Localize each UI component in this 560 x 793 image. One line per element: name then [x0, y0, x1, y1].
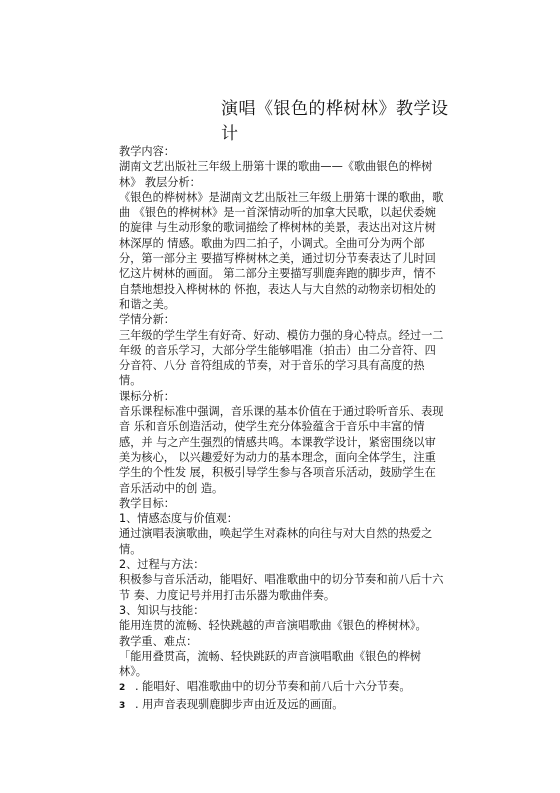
goal-text-3: 能用连贯的流畅、轻快跳越的声音演唱歌曲《银色的桦树林》。 [119, 619, 427, 633]
paragraph-content: 湖南文艺出版社三年级上册第十课的歌曲——《歌曲银色的桦树林》 教层分析： [119, 160, 433, 189]
section-heading-content: 教学内容： [119, 145, 175, 158]
section-heading-key-points: 教学重、难点： [119, 634, 198, 648]
goal-text-1: 通过演唱表演歌曲，唤起学生对森林的向往与对大自然的热爱之情。 [119, 527, 433, 556]
document-title: 演唱《银色的桦树林》教学设计 [221, 99, 449, 144]
goal-text-2: 积极参与音乐活动，能唱好、唱准歌曲中的切分节奏和前八后十六节 奏、力度记号并用打击乐器为歌曲伴奏。 [119, 573, 444, 602]
paragraph-analysis: 《银色的桦树林》是湖南文艺出版社三年级上册第十课的歌曲，歌曲 《银色的桦树林》是一首深情动听的加拿大民歌，以起伏委婉的旋律 与生动形象的歌词描绘了桦树林的美景，表达出对这片树林深厚的 情感。歌曲为四二拍子，小调式。全曲可分为两个部分，第一部分主 要描写桦树林之美，通过切分节奏表达了儿时回忆这片树林的画面。 第二部分主要描写驯鹿奔跑的脚步声，情不自禁地想投入桦树林的 怀抱，表达人与大自然的动物亲切相处的和谐之美。 [119, 190, 444, 311]
key-point-3 [119, 697, 445, 714]
paragraph-students: 三年级的学生学生有好奇、好动、模仿力强的身心特点。经过一二年级 的音乐学习，大部分学生能够唱准（拍击）由二分音符、四分音符、八分 音符组成的节奏，对于音乐的学习具有高度的热情。 [119, 328, 444, 388]
section-heading-goals: 教学目标： [119, 496, 175, 510]
key-point-1: 「能用叠贯高，流畅、轻快跳跃的声音演唱歌曲《银色的桦树林》。 [119, 649, 422, 679]
list-text: . 能唱好、唱准歌曲中的切分节奏和前八后十六分节奏。 [135, 680, 411, 694]
key-point-2 [119, 679, 445, 696]
list-number: 2 [119, 683, 126, 694]
document-body [119, 144, 445, 714]
section-heading-students: 学情分新： [119, 313, 175, 327]
section-heading-standards: 课标分析： [119, 389, 175, 403]
goal-heading-1: 1、情感态度与价值观： [119, 512, 238, 526]
list-number: 3 [119, 700, 126, 711]
goal-heading-2: 2、过程与方法： [119, 558, 205, 572]
list-text: . 用声音表现驯鹿脚步声由近及远的画面。 [135, 697, 344, 711]
paragraph-standards: 音乐课程标准中强调，音乐课的基本价值在于通过聆听音乐、表现音 乐和音乐创造活动，使学生充分体验蕴含于音乐中丰富的情感，并 与之产生强烈的情感共鸣。本课教学设计，紧密围绕以审美为核心， 以兴趣爱好为动力的基本理念，面向全体学生，注重学生的个性发 展，积极引导学生参与各项音乐活动，鼓励学生在音乐活动中的创 造。 [119, 405, 444, 495]
goal-heading-3: 3、知识与技能： [119, 603, 205, 617]
